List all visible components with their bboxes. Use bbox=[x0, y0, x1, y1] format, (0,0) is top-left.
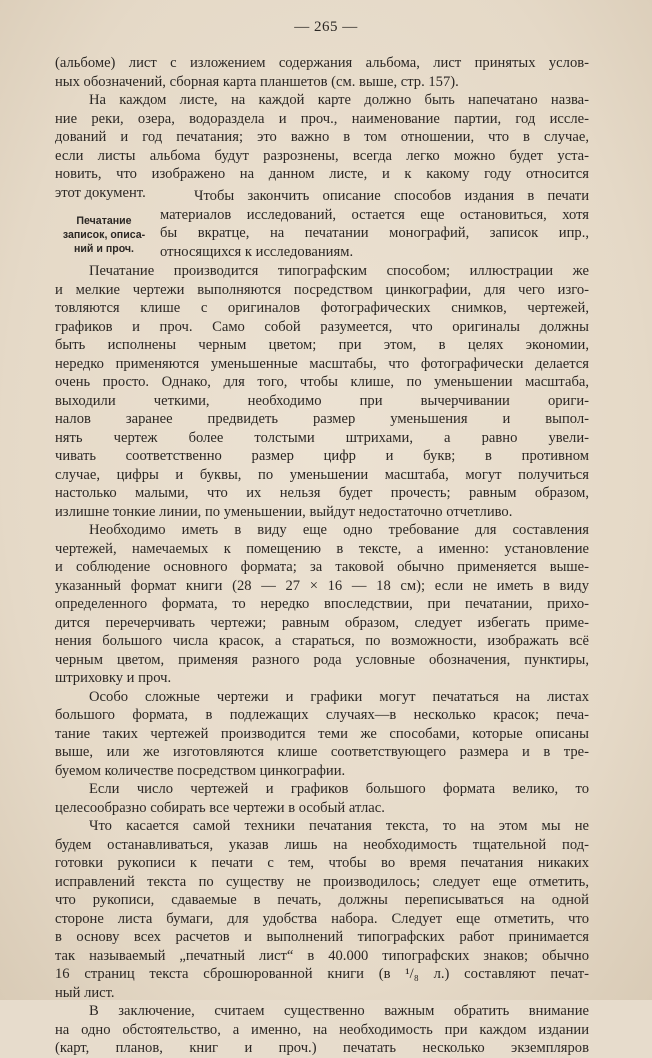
text-line: случае, цифры и буквы, по уменьшении масштаба, могут получиться bbox=[55, 466, 589, 483]
text-line: налов заранее предвидеть размер уменьшения и выпол- bbox=[55, 411, 589, 427]
text-line: ный лист. bbox=[55, 984, 115, 1001]
text-line: если листы альбома будут разрознены, всегда легко можно будет уста- bbox=[55, 147, 589, 164]
paragraph-block-main bbox=[55, 262, 589, 1058]
text-line: ние реки, озера, водораздела и проч., наименование партии, год иссле- bbox=[55, 110, 589, 127]
text-line: исправлений текста по существу не производилось; следует еще отметить, bbox=[55, 873, 589, 890]
margin-heading-line: Печатание bbox=[76, 215, 132, 227]
paragraph-block-top bbox=[55, 54, 589, 202]
text-line: стороне листа бумаги, для удобства набора. Следует еще отметить, что bbox=[55, 910, 589, 927]
text-line: нередко применяются уменьшенные масштабы, что фотографически делается bbox=[55, 355, 589, 372]
text-line: Особо сложные чертежи и графики могут печататься на листах bbox=[89, 688, 589, 705]
text-line: на одно обстоятельство, а именно, на необходимость при каждом издании bbox=[55, 1021, 589, 1038]
text-line: В заключение, считаем существенно важным обратить внимание bbox=[89, 1003, 589, 1019]
text-line: Что касается самой техники печатания текста, то на этом мы не bbox=[89, 818, 589, 834]
page-number: — 265 — bbox=[294, 19, 358, 35]
text-line: чивать соответственно размер цифр и букв; в противном bbox=[55, 448, 589, 464]
text-line: определенного формата, то нередко впоследствии, при печатании, прихо- bbox=[55, 596, 589, 612]
text-line: На каждом листе, на каждой карте должно быть напечатано назва- bbox=[89, 92, 589, 108]
text-line: 16 страниц текста сброшюрованной книги (в ¹/₈ л.) составляют печат- bbox=[55, 966, 589, 982]
text-line: нения большого числа красок, а стараться, по возможности, изображать всё bbox=[55, 633, 589, 649]
text-line: относящихся к исследованиям. bbox=[160, 243, 354, 260]
text-line: товляются клише с оригиналов фотографических снимков, чертежей, bbox=[55, 300, 589, 316]
text-line: большого формата, в подлежащих случаях—в несколько красок; печа- bbox=[55, 707, 589, 723]
text-line: излишне тонкие линии, по уменьшении, выйдут недостаточно отчетливо. bbox=[55, 503, 513, 520]
text-line: и соблюдение основного формата; за таковой обычно применяется выше- bbox=[55, 559, 589, 575]
text-line: (карт, планов, книг и проч.) печатать несколько экземпляров bbox=[55, 1040, 589, 1056]
paragraph-beside-heading bbox=[160, 187, 589, 261]
text-line: будем останавливаться, указав лишь на необходимость тщательной под- bbox=[55, 836, 589, 853]
text-line: тание таких чертежей производится теми же способами, которые описаны bbox=[55, 725, 589, 742]
text-line: материалов исследований, остается еще остановиться, хотя bbox=[160, 206, 589, 223]
text-line: Необходимо иметь в виду еще одно требование для составления bbox=[89, 522, 589, 538]
text-line: (альбоме) лист с изложением содержания альбома, лист принятых услов- bbox=[55, 55, 589, 71]
text-line: что рукописи, сдаваемые в печать, должны переписываться на одной bbox=[55, 892, 589, 908]
text-line: бы вкратце, на печатании монографий, записок ипр., bbox=[160, 225, 589, 241]
text-line: новить, что изображено на данном листе, и к какому году относится bbox=[55, 166, 589, 182]
text-line: настолько малыми, что их нельзя будет прочесть; равным образом, bbox=[55, 485, 589, 501]
text-line: выше, или же изготовляются клише соответствующего размера и в тре- bbox=[55, 744, 589, 760]
text-line: целесообразно собирать все чертежи в особый атлас. bbox=[55, 799, 385, 816]
margin-heading-line: записок, описа- bbox=[62, 229, 146, 241]
text-line: в основу всех расчетов и выполнений типографских работ принимается bbox=[55, 929, 589, 945]
text-line: чертежей, намечаемых к помещению в тексте, а именно: установление bbox=[55, 540, 589, 557]
text-line: так называемый „печатный лист“ в 40.000 типографских знаков; обычно bbox=[55, 947, 589, 964]
margin-heading bbox=[55, 214, 153, 256]
text-line: графиков и проч. Само собой разумеется, что оригиналы должны bbox=[55, 318, 589, 335]
text-line: очень просто. Однако, для того, чтобы клише, по уменьшении масштаба, bbox=[55, 374, 589, 390]
text-line: ных обозначений, сборная карта планшетов (см. выше, стр. 157). bbox=[55, 73, 459, 90]
text-line: Чтобы закончить описание способов издания в печати bbox=[194, 188, 589, 204]
text-line: указанный формат книги (28 — 27 × 16 — 18 см); если не иметь в виду bbox=[55, 577, 589, 594]
margin-heading-line: ний и проч. bbox=[74, 243, 134, 255]
text-line: быть исполнены черным цветом; при этом, в целях экономии, bbox=[55, 337, 589, 353]
text-line: Печатание производится типографским способом; иллюстрации же bbox=[89, 263, 589, 279]
text-line: дований и год печатания; это важно в том отношении, что в случае, bbox=[55, 129, 589, 145]
text-line: нять чертеж более толстыми штрихами, а равно увели- bbox=[55, 429, 589, 446]
text-line: выходили четкими, необходимо при вычерчивании ориги- bbox=[55, 392, 589, 409]
text-line: готовки рукописи к печати с тем, чтобы во время печатания никаких bbox=[55, 855, 589, 871]
text-line: этот документ. bbox=[55, 184, 146, 201]
text-line: Если число чертежей и графиков большого формата велико, то bbox=[89, 781, 589, 797]
text-line: штриховку и проч. bbox=[55, 670, 172, 686]
text-line: буемом количестве посредством цинкографии. bbox=[55, 762, 346, 779]
text-line: дится перечерчивать чертежи; равным образом, следует избегать приме- bbox=[55, 614, 589, 631]
text-line: черным цветом, применяя разного рода условные обозначения, пунктиры, bbox=[55, 651, 589, 668]
text-line: и мелкие чертежи выполняются посредством цинкографии, для чего изго- bbox=[55, 281, 589, 298]
